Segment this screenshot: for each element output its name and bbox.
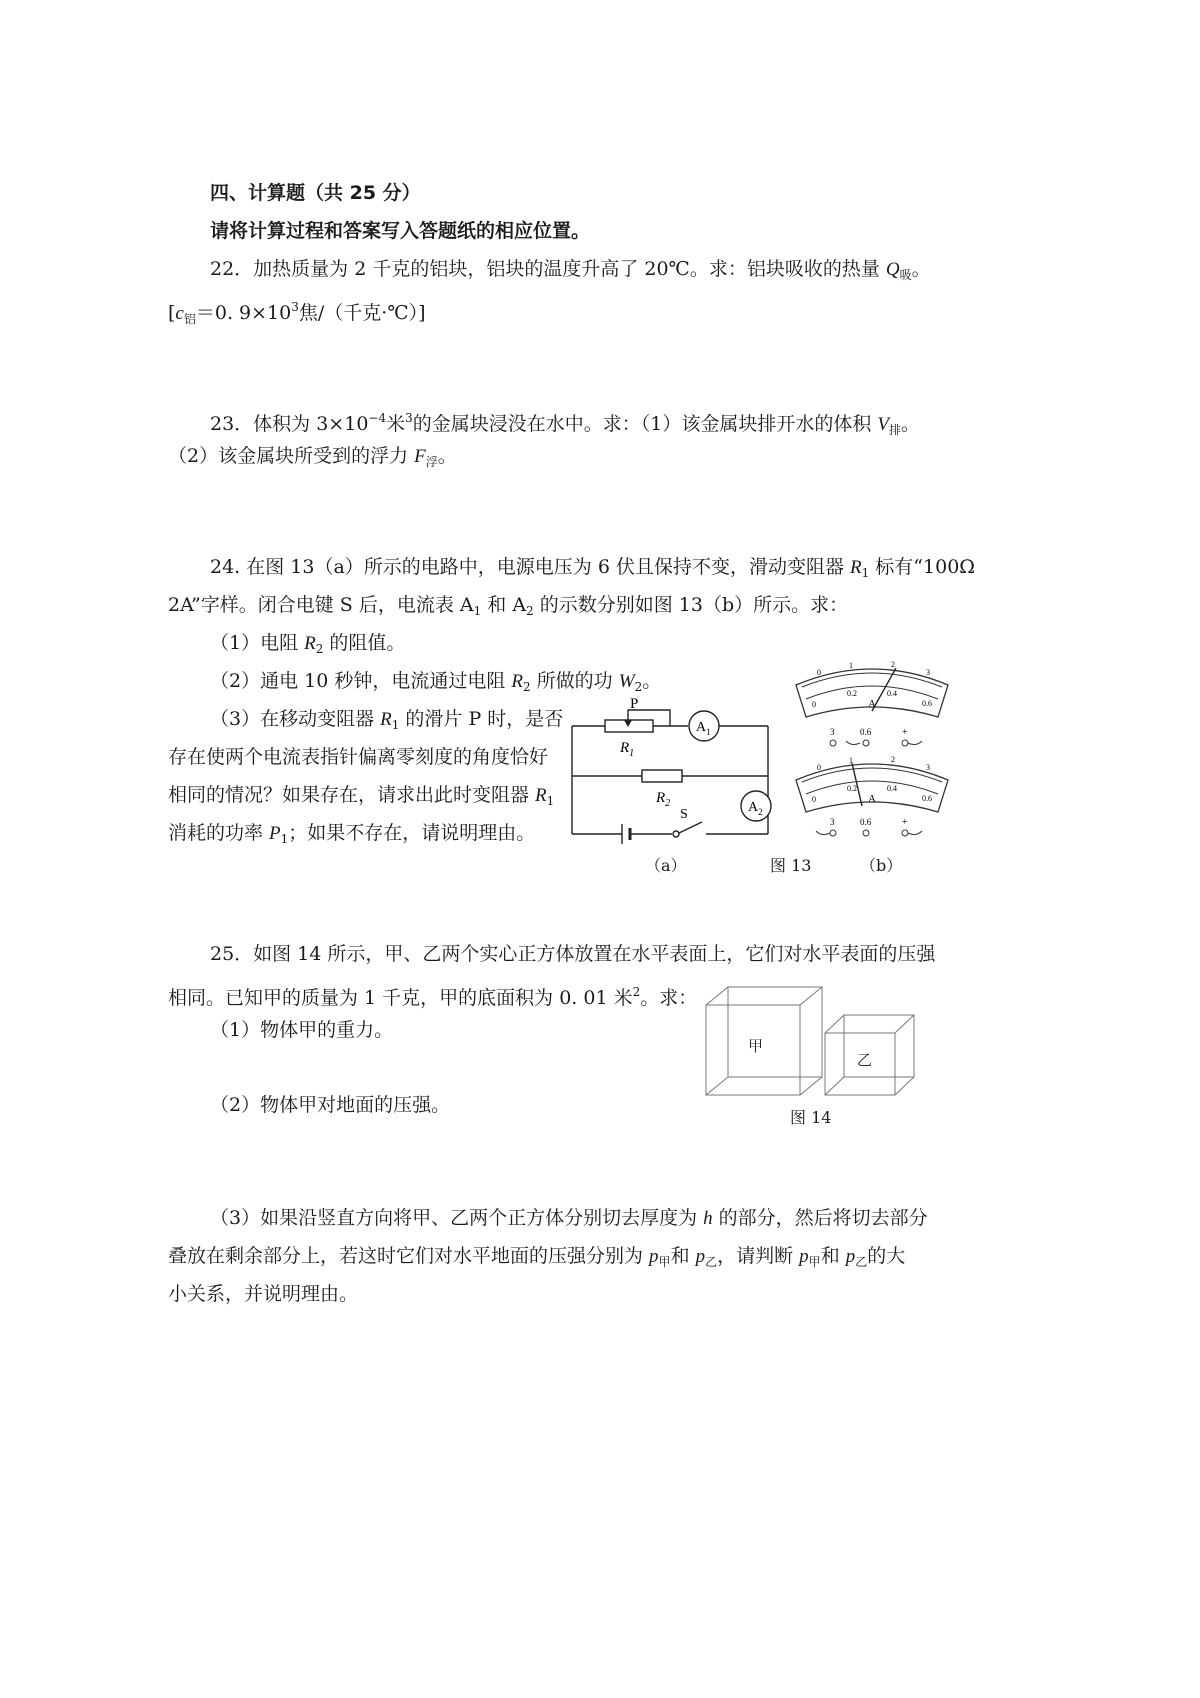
q25-part3-line3: 小关系，并说明理由。 <box>168 1283 359 1305</box>
svg-text:0.6: 0.6 <box>922 794 932 803</box>
svg-text:+: + <box>902 727 908 738</box>
svg-text:0: 0 <box>817 668 821 677</box>
q24-part1: （1）电阻 $R_2$ 的阻值。 <box>210 632 406 656</box>
q25-part2: （2）物体甲对地面的压强。 <box>210 1094 451 1116</box>
label-jia: 甲 <box>748 1039 764 1055</box>
fig13-caption-b: （b） <box>860 856 903 875</box>
svg-text:0.4: 0.4 <box>887 784 897 793</box>
ammeter-a1-label: $A_1$ <box>696 720 711 737</box>
ammeter-dial-bottom <box>796 755 948 812</box>
cube-jia <box>706 987 822 1095</box>
q24-line2: 2A”字样。闭合电键 S 后，电流表 $A_1$ 和 $A_2$ 的示数分别如图 13（b）所示。求： <box>168 594 849 618</box>
q23-line1: 23．体积为 $3\times 10^{-4}$米$^3$的金属块浸没在水中。求：（1）该金属块排开水的体积 $V_排$。 <box>210 411 921 437</box>
q24-part3-line2: 存在使两个电流表指针偏离零刻度的角度恰好 <box>168 746 549 768</box>
slider-label: P <box>630 696 639 712</box>
svg-text:+: + <box>902 817 908 828</box>
slider-arrowhead <box>624 720 632 727</box>
q25-line1: 25．如图 14 所示，甲、乙两个实心正方体放置在水平表面上，它们对水平表面的压强 <box>210 943 936 965</box>
svg-text:0.6: 0.6 <box>922 699 932 708</box>
svg-text:3: 3 <box>830 817 835 827</box>
svg-text:0: 0 <box>812 795 816 804</box>
switch-label: S <box>680 807 688 822</box>
section-instruction: 请将计算过程和答案写入答题纸的相应位置。 <box>210 220 591 242</box>
svg-text:3: 3 <box>926 763 930 772</box>
svg-text:2: 2 <box>891 755 895 764</box>
svg-text:3: 3 <box>926 668 930 677</box>
q24-line1: 24. 在图 13（a）所示的电路中，电源电压为 6 伏且保持不变，滑动变阻器 $R_1$ 标有“100Ω <box>210 556 976 580</box>
svg-text:0: 0 <box>812 700 816 709</box>
q24-part3-line1: （3）在移动变阻器 $R_1$ 的滑片 P 时，是否 <box>210 708 564 732</box>
ammeter-terminals-bottom <box>816 817 922 836</box>
r1-label: $R_1$ <box>620 740 635 759</box>
ammeter-a2-label: $A_2$ <box>748 800 763 817</box>
svg-text:A: A <box>868 793 876 805</box>
svg-text:0.6: 0.6 <box>860 817 872 827</box>
q24-part3-line4: 消耗的功率 $P_1$；如果不存在，请说明理由。 <box>168 822 536 846</box>
q25-part1: （1）物体甲的重力。 <box>210 1019 394 1041</box>
label-yi: 乙 <box>857 1053 873 1069</box>
section-heading: 四、计算题（共 25 分） <box>210 182 421 204</box>
q24-part2: （2）通电 10 秒钟，电流通过电阻 $R_2$ 所做的功 $W_2$。 <box>210 670 662 694</box>
svg-text:0.2: 0.2 <box>847 689 857 698</box>
fig14-caption: 图 14 <box>790 1108 832 1127</box>
q25-part3-line1: （3）如果沿竖直方向将甲、乙两个正方体分别切去厚度为 h 的部分，然后将切去部分 <box>210 1207 928 1229</box>
ammeter-dials <box>790 655 955 845</box>
cubes-figure <box>700 985 920 1100</box>
svg-text:0.4: 0.4 <box>887 689 897 698</box>
svg-text:3: 3 <box>830 727 835 737</box>
svg-text:0: 0 <box>817 763 821 772</box>
q22-line1: 22．加热质量为 2 千克的铝块，铝块的温度升高了 20℃。求：铝块吸收的热量 $Q_吸$。 <box>210 258 931 282</box>
svg-text:0.6: 0.6 <box>860 727 872 737</box>
svg-text:A: A <box>868 698 876 710</box>
fig13-caption-a: （a） <box>645 856 687 875</box>
q25-line2: 相同。已知甲的质量为 1 千克，甲的底面积为 0. 01 米$^2$。求： <box>168 985 698 1009</box>
q25-part3-line2: 叠放在剩余部分上，若这时它们对水平地面的压强分别为 $p_甲$和 $p_乙$，请判断 $p_甲$和 $p_乙$的大 <box>168 1245 906 1269</box>
circuit-diagram <box>560 690 780 850</box>
svg-text:0.2: 0.2 <box>847 784 857 793</box>
q22-line2: [$c_铝=0$. $9\times 10^3$焦/（千克·℃）] <box>168 300 426 326</box>
fig13-caption: 图 13 <box>770 856 812 875</box>
svg-text:2: 2 <box>891 660 895 669</box>
r2-label: $R_2$ <box>656 790 671 809</box>
ammeter-terminals-top <box>830 727 922 746</box>
svg-text:1: 1 <box>849 661 853 670</box>
ammeter-dial-top <box>796 660 948 717</box>
q24-part3-line3: 相同的情况？如果存在，请求出此时变阻器 $R_1$ <box>168 784 555 808</box>
q23-line2: （2）该金属块所受到的浮力 $F_浮$。 <box>168 445 457 469</box>
svg-text:1: 1 <box>849 756 853 765</box>
